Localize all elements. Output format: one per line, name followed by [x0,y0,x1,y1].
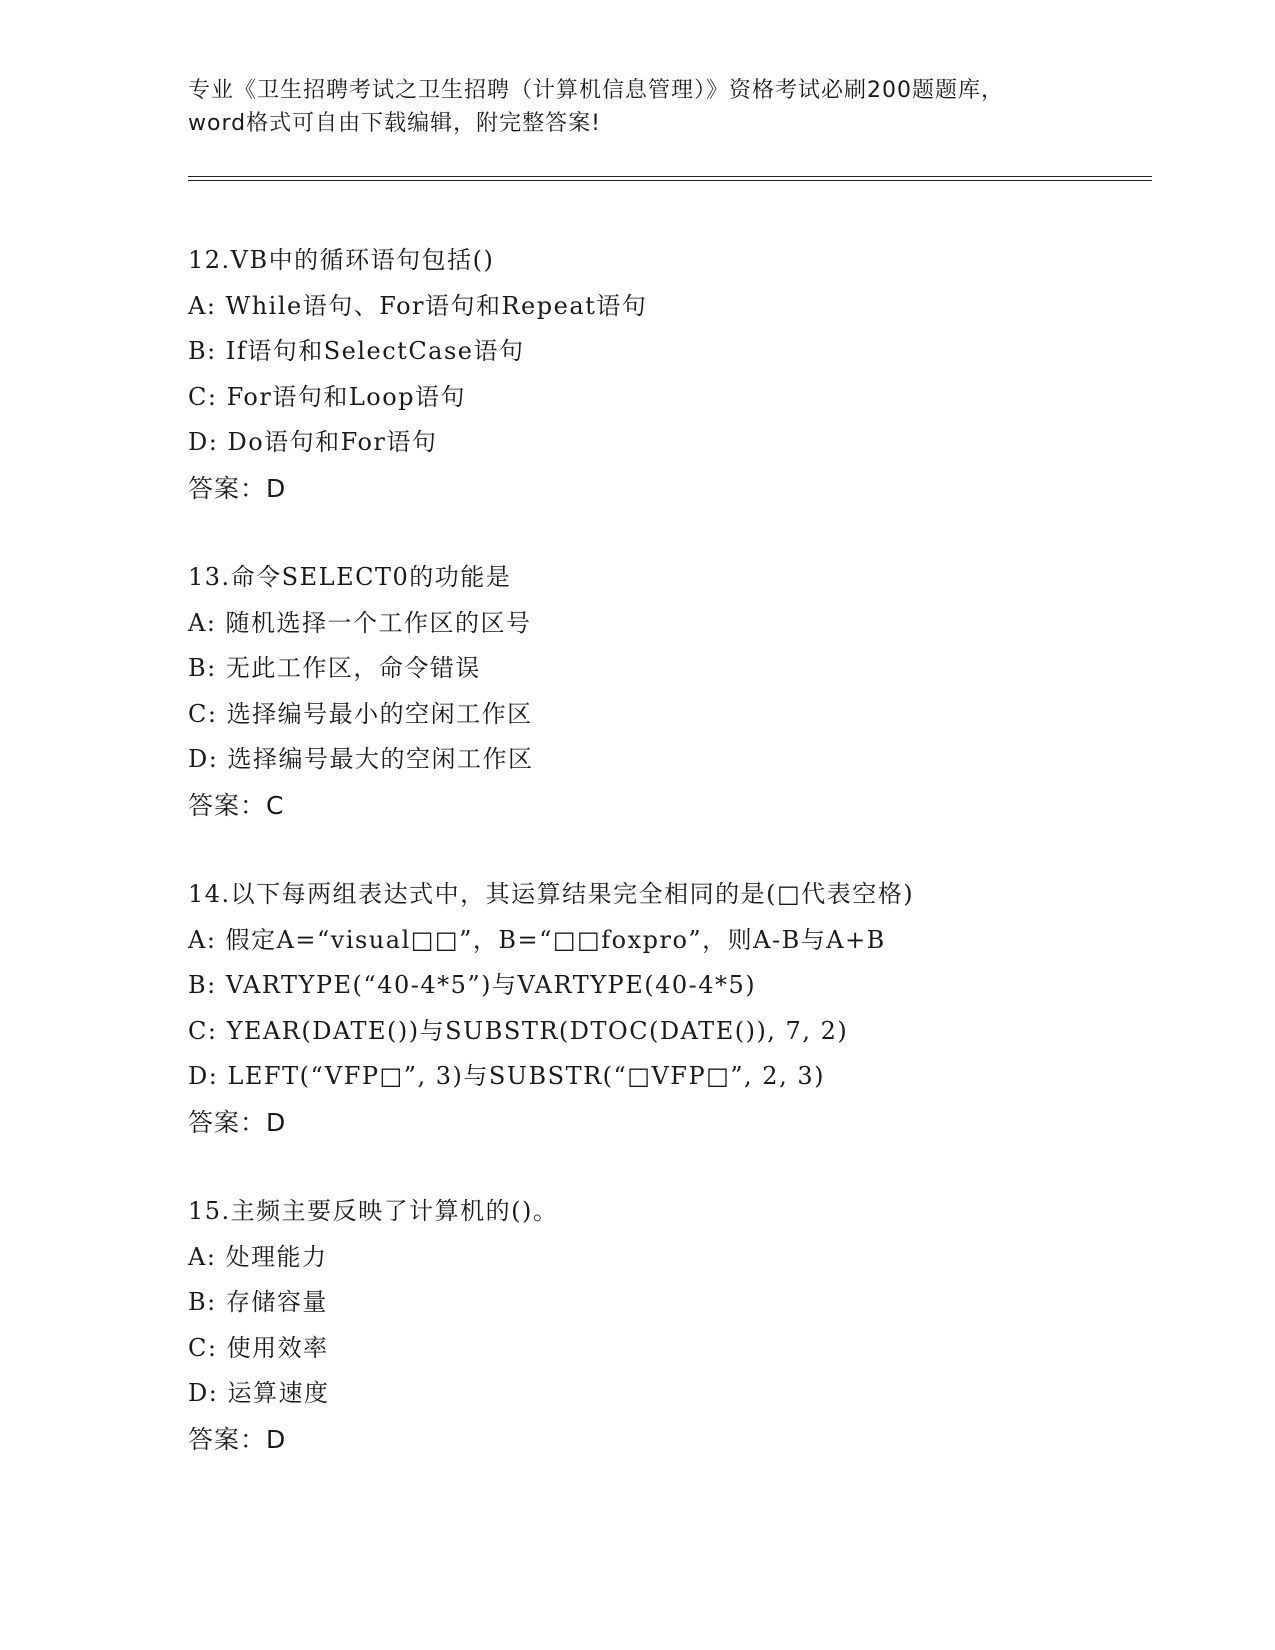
question-stem: 15.主频主要反映了计算机的()。 [188,1197,559,1225]
option-a: A: 处理能力 [188,1242,328,1271]
question-12 [188,238,1188,511]
option-b: B: VARTYPE(“40-4*5”)与VARTYPE(40-4*5) [188,971,757,999]
header-title-line-2: word格式可自由下载编辑，附完整答案! [188,111,601,136]
answer-label: 答案：D [188,1424,287,1454]
document-header [188,74,1088,140]
option-b: B: 无此工作区，命令错误 [188,654,481,682]
header-double-rule [188,176,1152,181]
option-a: A: While语句、For语句和Repeat语句 [188,291,648,320]
question-stem: 13.命令SELECT0的功能是 [188,563,512,591]
option-b: B: If语句和SelectCase语句 [188,337,525,365]
question-list [188,238,1188,1506]
option-d: D: 选择编号最大的空闲工作区 [188,745,534,773]
header-title-line-1: 专业《卫生招聘考试之卫生招聘（计算机信息管理）》资格考试必刷200题题库， [188,78,1004,103]
option-a: A: 随机选择一个工作区的区号 [188,608,532,637]
option-c: C: YEAR(DATE())与SUBSTR(DTOC(DATE()), 7, 2) [188,1016,849,1045]
option-d: D: 运算速度 [188,1379,330,1407]
option-d: D: Do语句和For语句 [188,428,438,456]
answer-label: 答案：D [188,1107,287,1137]
question-15 [188,1189,1188,1462]
option-d: D: LEFT(“VFP□”, 3)与SUBSTR(“□VFP□”, 2, 3) [188,1062,825,1090]
option-c: C: For语句和Loop语句 [188,382,467,411]
option-c: C: 选择编号最小的空闲工作区 [188,699,533,728]
question-13 [188,555,1188,828]
option-b: B: 存储容量 [188,1288,328,1316]
option-c: C: 使用效率 [188,1333,329,1362]
question-stem: 14.以下每两组表达式中，其运算结果完全相同的是(□代表空格) [188,880,915,908]
question-stem: 12.VB中的循环语句包括() [188,246,495,274]
answer-label: 答案：D [188,473,287,503]
question-14 [188,872,1188,1145]
answer-label: 答案：C [188,790,285,820]
option-a: A: 假定A=“visual□□”，B=“□□foxpro”，则A-B与A+B [188,925,886,954]
